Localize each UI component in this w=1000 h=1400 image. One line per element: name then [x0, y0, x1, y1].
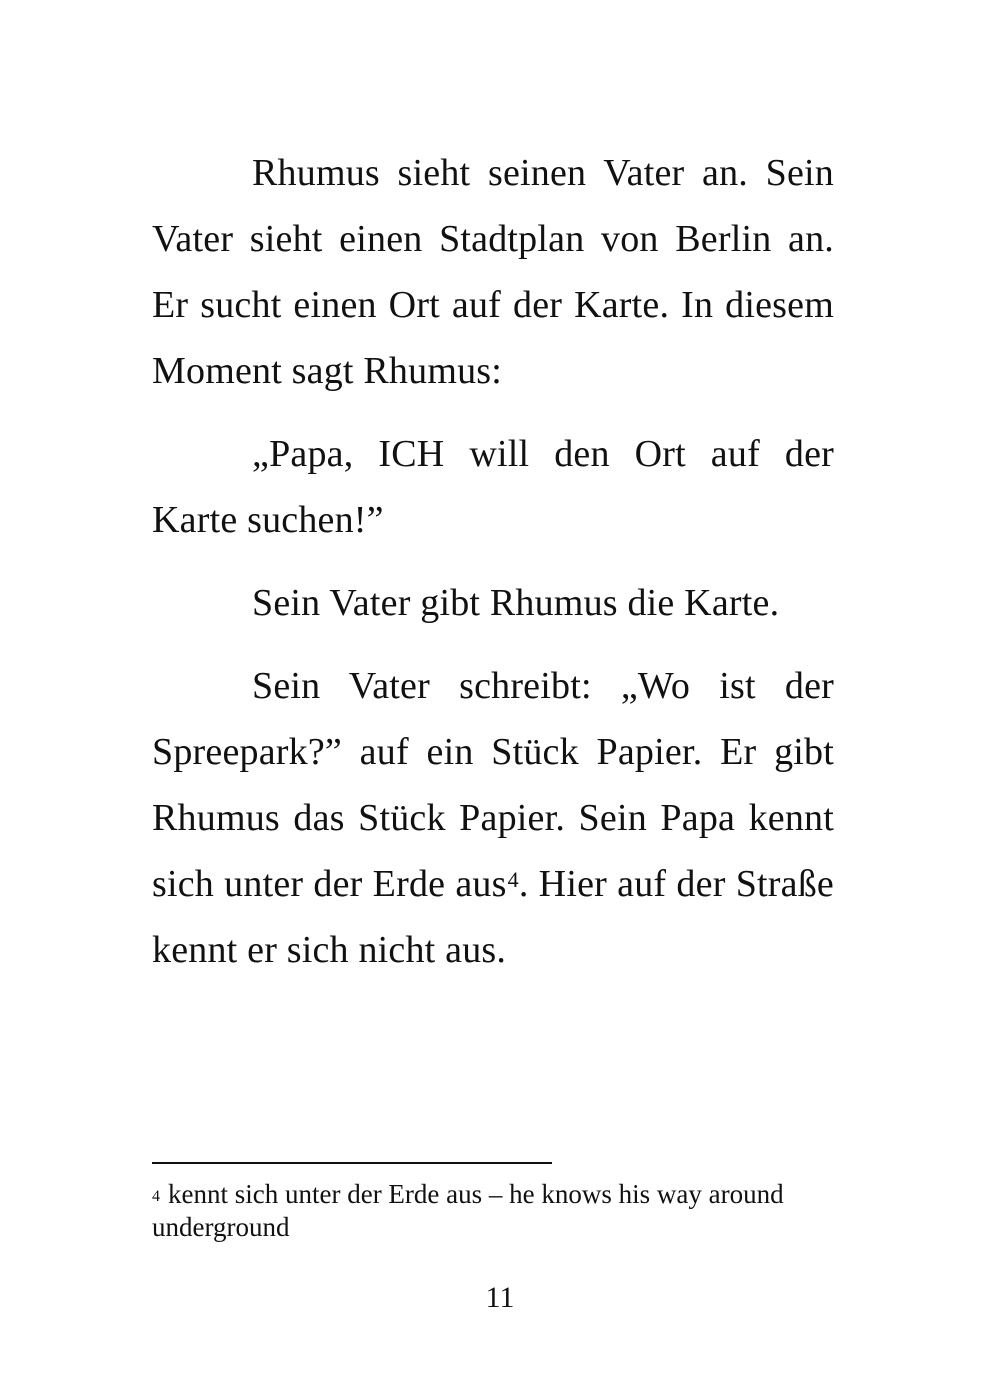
paragraph-text: Sein Vater schreibt: „Wo ist der Spreepark?” auf ein Stück Papier. Er gibt Rhumus das Stück Papier. Sein Papa kennt sich unter der Erde aus: [152, 665, 834, 905]
paragraph-with-footnote: [152, 653, 834, 983]
footnote-number: 4: [152, 1188, 160, 1205]
page-number: 11: [485, 1281, 515, 1314]
paragraph: Sein Vater gibt Rhumus die Karte.: [252, 582, 780, 624]
footnote-divider: [152, 1162, 552, 1164]
paragraph: „Papa, ICH will den Ort auf der Karte suchen!”: [152, 433, 834, 541]
footnote-text: kennt sich unter der Erde aus – he knows his way around underground: [152, 1179, 784, 1242]
paragraph: Rhumus sieht seinen Vater an. Sein Vater sieht einen Stadtplan von Berlin an. Er sucht einen Ort auf der Karte. In diesem Moment sagt Rhumus:: [152, 152, 834, 392]
footnote: [152, 1178, 834, 1244]
footnote-reference[interactable]: 4: [507, 867, 519, 892]
body-text: [152, 140, 834, 983]
paragraph-text-continued: . Hier auf der Straße kennt er sich nicht aus.: [152, 863, 834, 971]
